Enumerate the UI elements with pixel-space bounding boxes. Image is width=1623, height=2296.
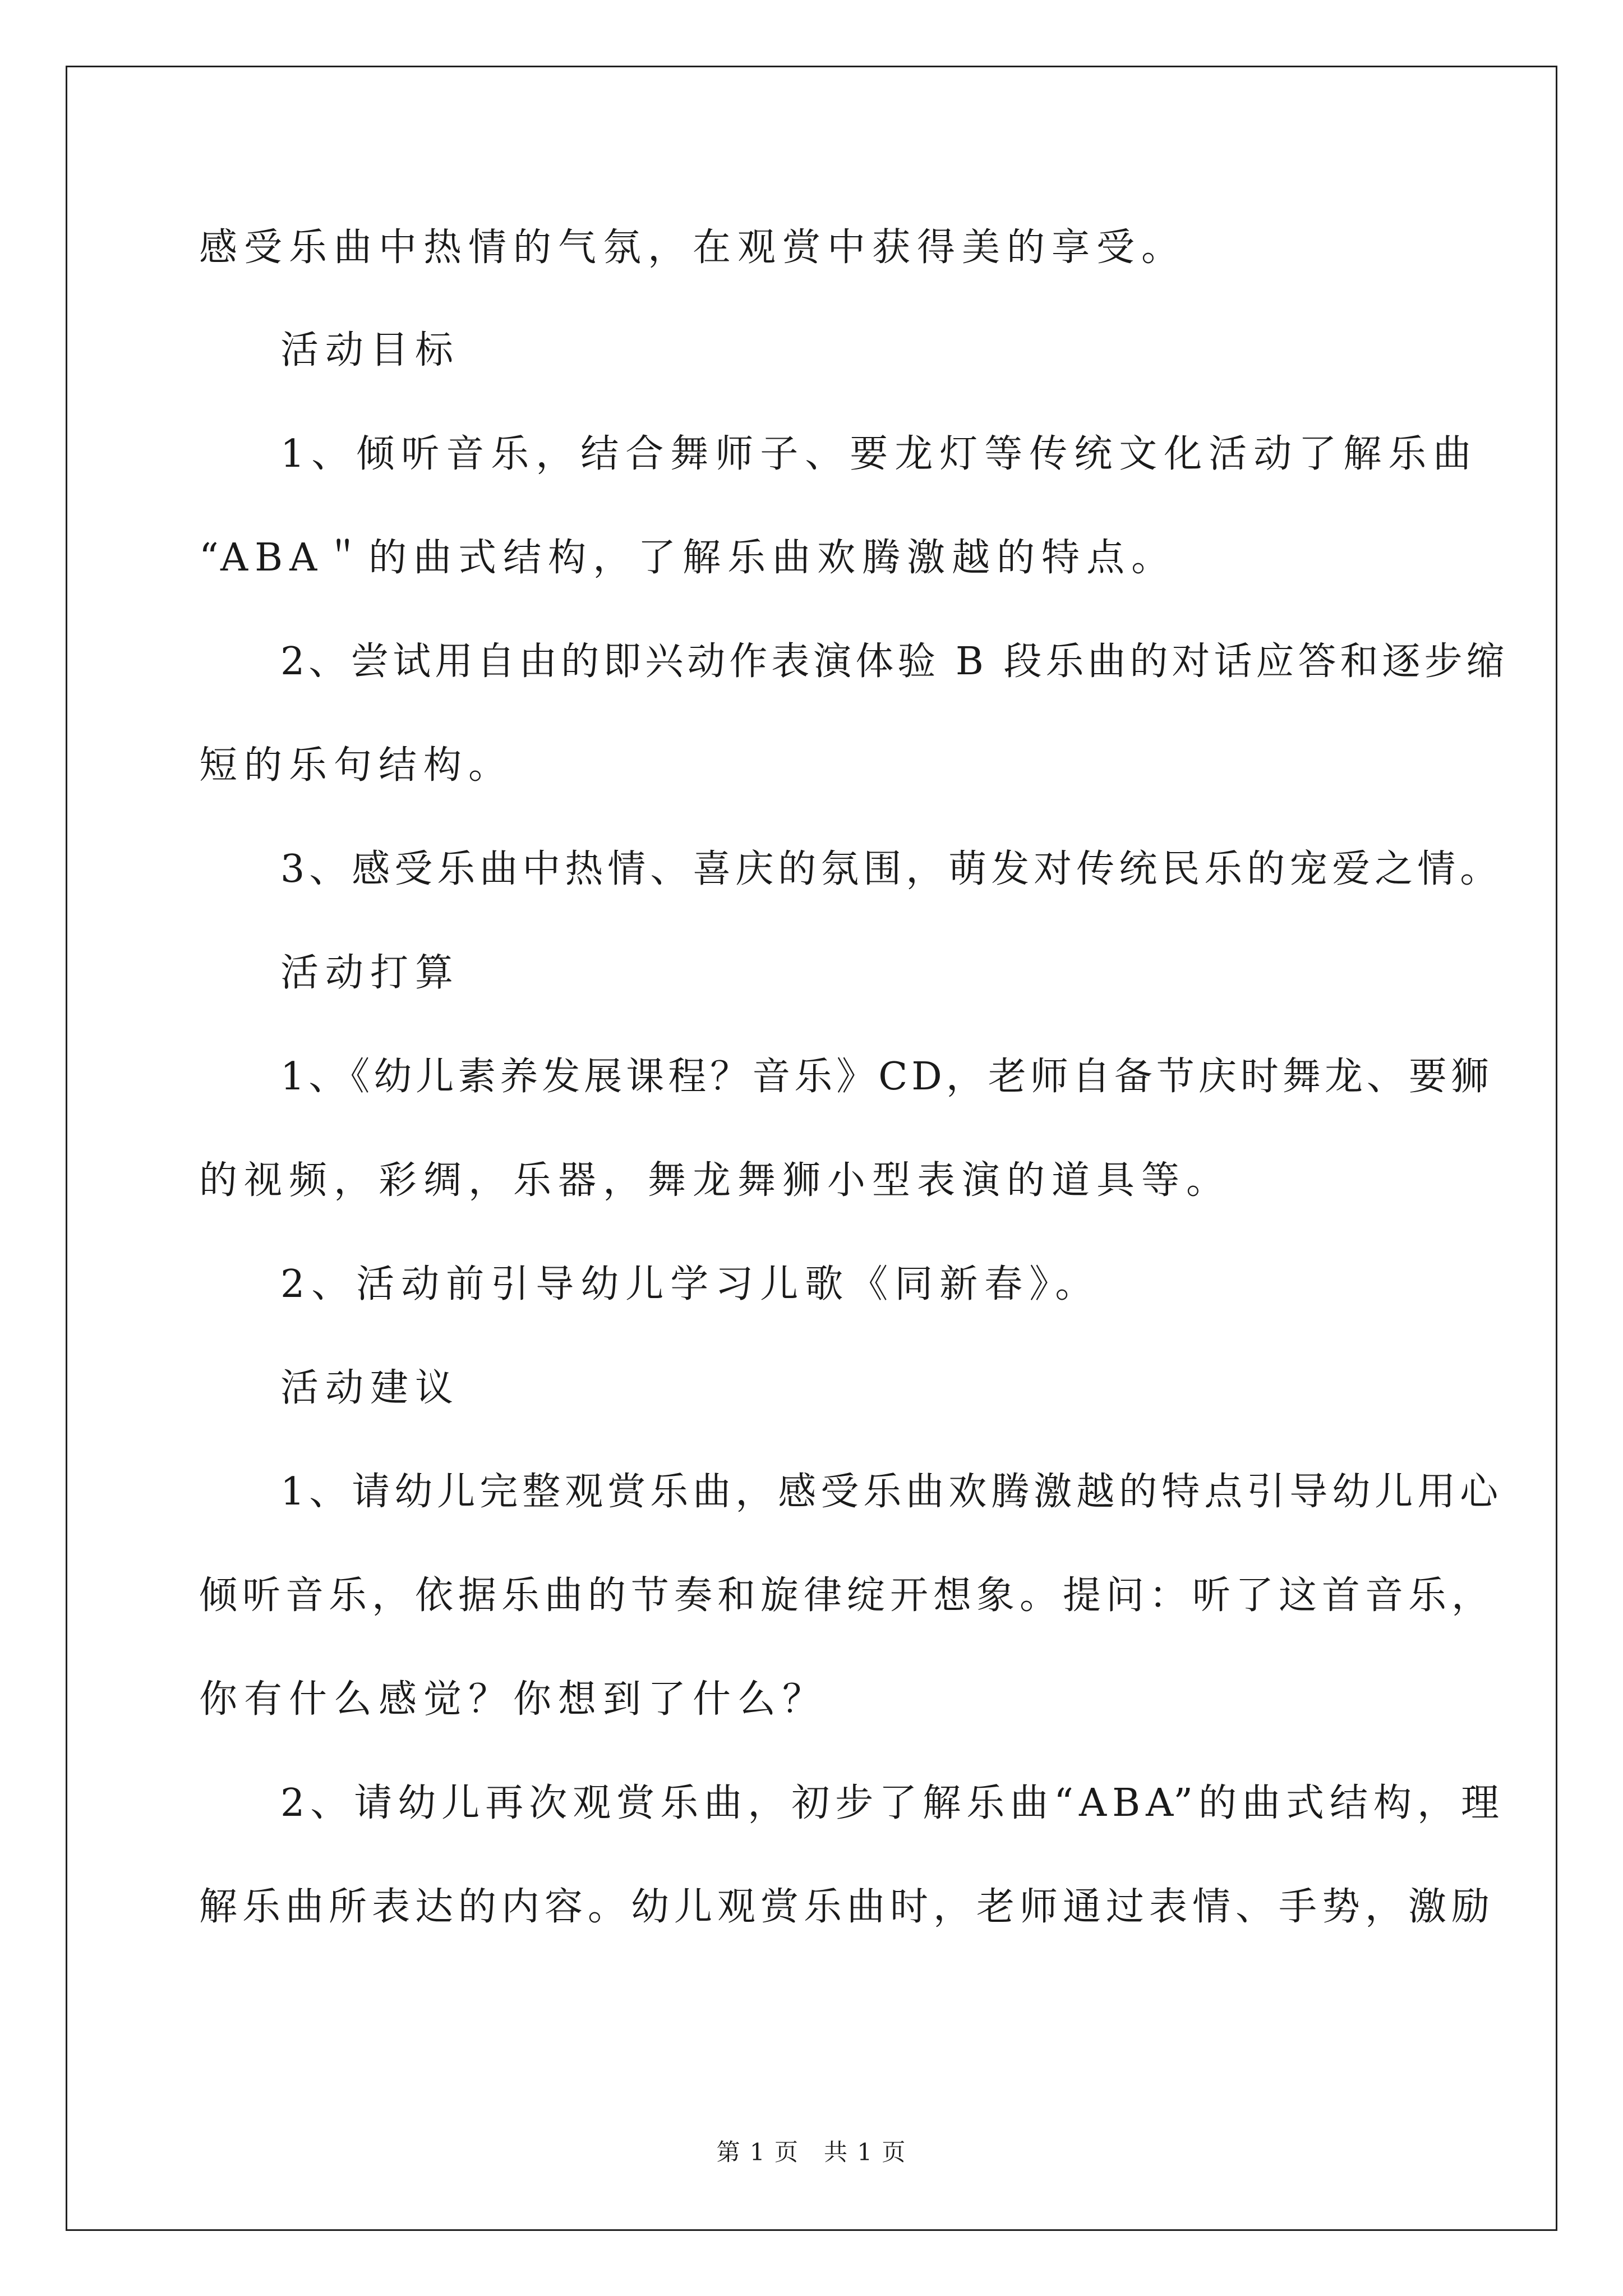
paragraph-line: 的视频，彩绸，乐器，舞龙舞狮小型表演的道具等。 (199, 1158, 1232, 1203)
paragraph-line: 感受乐曲中热情的气氛，在观赏中获得美的享受。 (199, 226, 1187, 270)
paragraph-line: 短的乐句结构。 (199, 743, 514, 788)
paragraph-line: 倾听音乐，依据乐曲的节奏和旋律绽开想象。提问：听了这首音乐， (199, 1573, 1495, 1618)
paragraph-line: 3、感受乐曲中热情、喜庆的氛围，萌发对传统民乐的宠爱之情。 (280, 847, 1503, 891)
paragraph-line: 2、尝试用自由的即兴动作表演体验 B 段乐曲的对话应答和逐步缩 (280, 639, 1509, 684)
section-heading-preparation: 活动打算 (280, 951, 460, 995)
paragraph-line: 解乐曲所表达的内容。幼儿观赏乐曲时，老师通过表情、手势，激励 (199, 1885, 1495, 1929)
paragraph-line: 1、《幼儿素养发展课程？音乐》CD，老师自备节庆时舞龙、要狮 (280, 1055, 1493, 1099)
page-footer: 第 1 页 共 1 页 (716, 2138, 907, 2166)
paragraph-line: “ABA＂的曲式结构，了解乐曲欢腾激越的特点。 (199, 536, 1177, 580)
paragraph-line: 2、请幼儿再次观赏乐曲，初步了解乐曲“ABA”的曲式结构，理 (280, 1781, 1505, 1825)
paragraph-line: 你有什么感觉？你想到了什么？ (199, 1677, 828, 1722)
paragraph-line: 2、活动前引导幼儿学习儿歌《同新春》。 (280, 1262, 1100, 1306)
paragraph-line: 1、请幼儿完整观赏乐曲，感受乐曲欢腾激越的特点引导幼儿用心 (280, 1470, 1503, 1514)
section-heading-goals: 活动目标 (280, 328, 460, 372)
paragraph-line: 1、倾听音乐，结合舞师子、要龙灯等传统文化活动了解乐曲 (280, 432, 1478, 476)
section-heading-suggestions: 活动建议 (280, 1366, 460, 1410)
